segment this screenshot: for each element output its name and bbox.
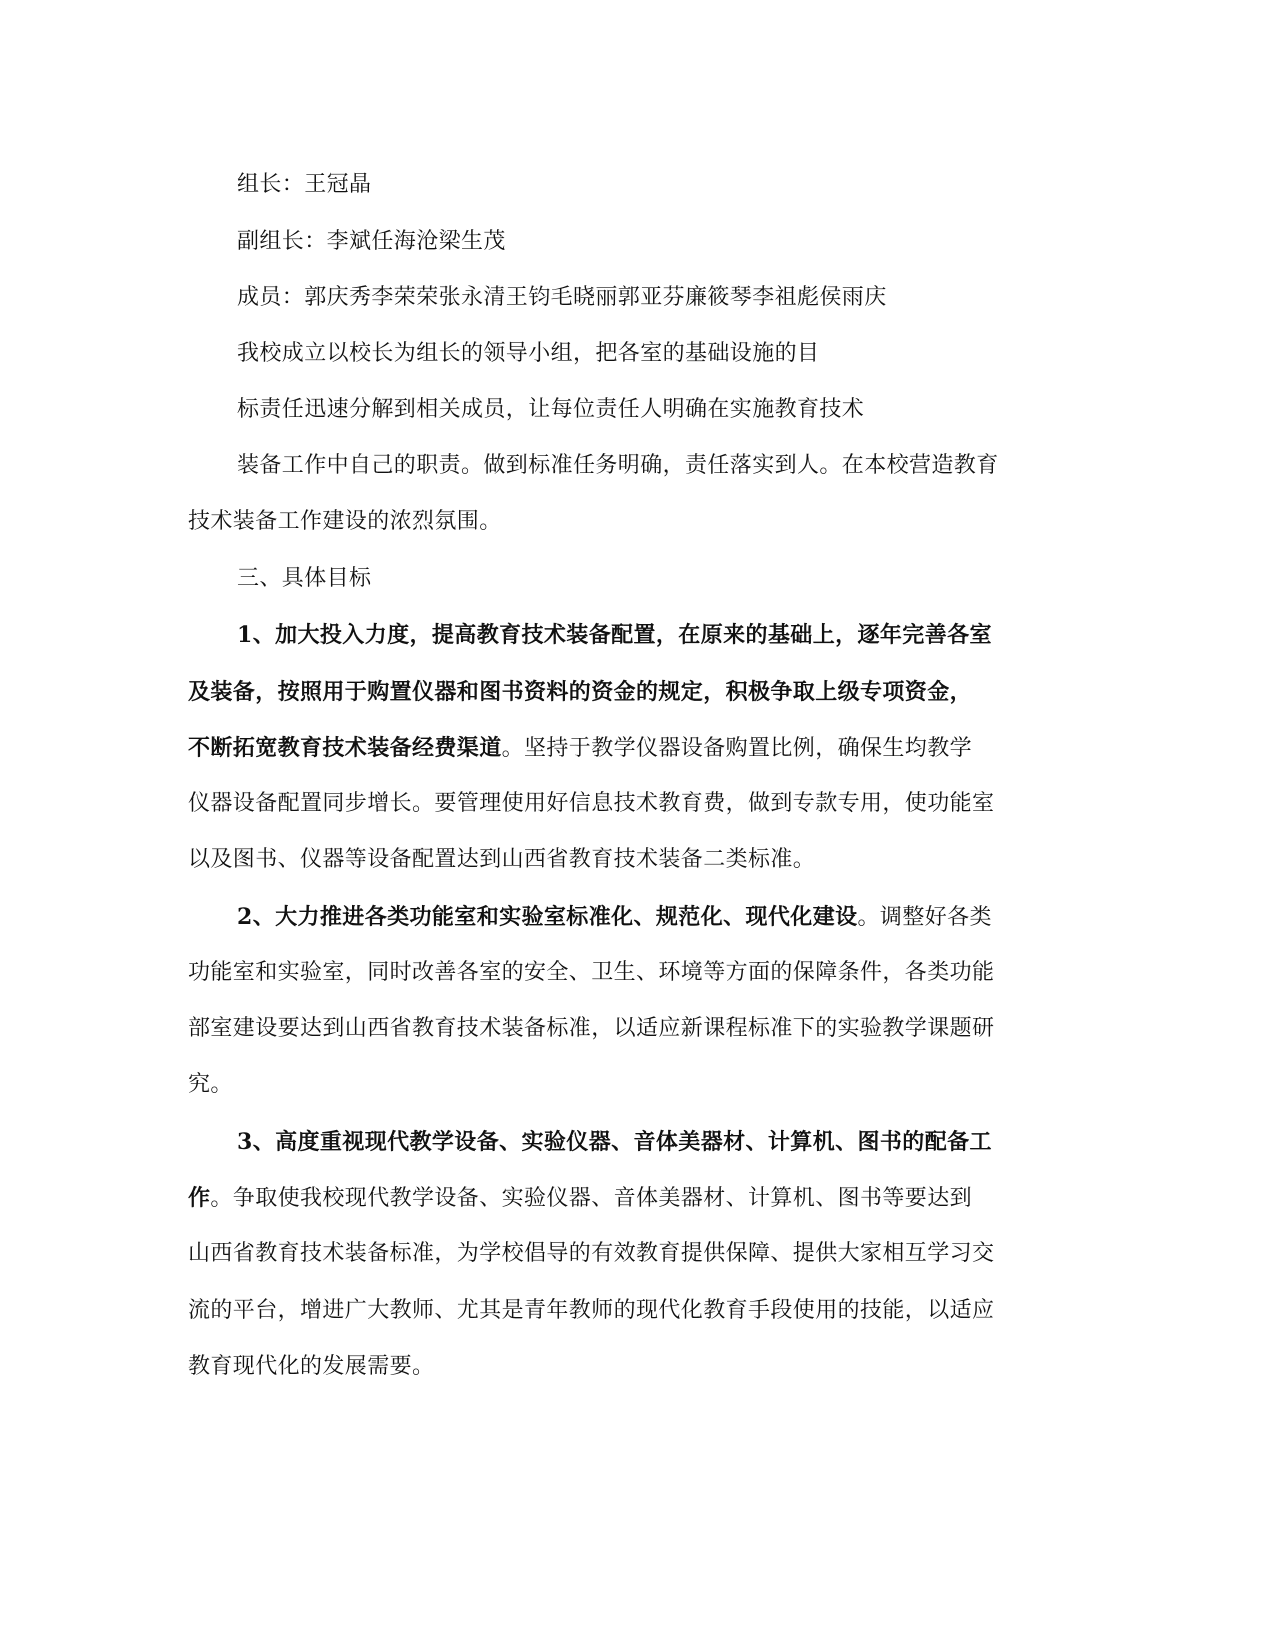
description-line-3: 装备工作中自己的职责。做到标准任务明确，责任落实到人。在本校营造教育 [237,453,999,478]
item1-line-5: 以及图书、仪器等设备配置达到山西省教育技术装备二类标准。 [188,847,816,872]
item1-line-3 [188,733,972,764]
item3-line-4: 流的平台，增进广大教师、尤其是青年教师的现代化教育手段使用的技能，以适应 [188,1298,995,1323]
item2-bold-text: 2、大力推进各类功能室和实验室标准化、规范化、现代化建设 [237,904,858,930]
item3-bold-line-1: 3、高度重视现代教学设备、实验仪器、音体美器材、计算机、图书的配备工 [237,1129,992,1155]
item2-line-1 [237,902,992,933]
item2-line-4: 究。 [188,1072,233,1097]
group-leader-line: 组长：王冠晶 [237,172,372,197]
item3-line-2-rest: 。争取使我校现代教学设备、实验仪器、音体美器材、计算机、图书等要达到 [210,1186,973,1211]
item1-bold-line-2: 及装备，按照用于购置仪器和图书资料的资金的规定，积极争取上级专项资金， [188,679,973,705]
item2-line-1-rest: 。调整好各类 [857,905,992,930]
description-line-1: 我校成立以校长为组长的领导小组，把各室的基础设施的目 [237,341,820,366]
item2-line-3: 部室建设要达到山西省教育技术装备标准，以适应新课程标准下的实验教学课题研 [188,1016,995,1041]
description-line-4: 技术装备工作建设的浓烈氛围。 [188,509,502,534]
section-3-heading: 三、具体目标 [237,566,372,591]
item3-line-3: 山西省教育技术装备标准，为学校倡导的有效教育提供保障、提供大家相互学习交 [188,1241,995,1266]
description-line-2: 标责任迅速分解到相关成员，让每位责任人明确在实施教育技术 [237,397,865,422]
item3-bold-line-2-start: 作 [188,1185,211,1211]
members-line: 成员：郭庆秀李荣荣张永清王钧毛晓丽郭亚芬廉筱琴李祖彪侯雨庆 [237,285,887,310]
item1-line-4: 仪器设备配置同步增长。要管理使用好信息技术教育费，做到专款专用，使功能室 [188,791,995,816]
vice-leader-line: 副组长：李斌任海沧梁生茂 [237,229,506,254]
item1-line-3-rest: 。坚持于教学仪器设备购置比例，确保生均教学 [501,736,973,761]
item1-bold-line-1: 1、加大投入力度，提高教育技术装备配置，在原来的基础上，逐年完善各室 [237,622,992,648]
item3-line-5: 教育现代化的发展需要。 [188,1354,435,1379]
item3-line-2 [188,1183,972,1214]
item1-bold-line-3: 不断拓宽教育技术装备经费渠道 [188,735,502,761]
item2-line-2: 功能室和实验室，同时改善各室的安全、卫生、环境等方面的保障条件，各类功能 [188,960,995,985]
